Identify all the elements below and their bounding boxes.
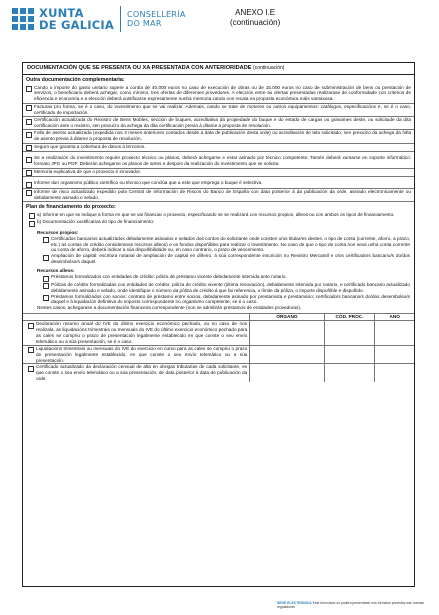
checkbox[interactable] bbox=[26, 119, 32, 125]
dept-line1: CONSELLERÍA bbox=[126, 9, 186, 19]
xunta-logo bbox=[12, 6, 186, 32]
organ-cell[interactable] bbox=[250, 345, 324, 364]
checkbox[interactable] bbox=[43, 276, 49, 282]
checkbox[interactable] bbox=[26, 132, 32, 138]
dept-line2: DO MAR bbox=[126, 19, 162, 28]
checkbox[interactable] bbox=[43, 295, 49, 301]
own-item: Certificados bancarios actualizados debidamente asinados e selados dos contos do solicitante onde consten o/os titular/es destes, o tipo de conta (corrente, aforro, a prazo, etc.) as contas de crédito consideranse recursos alleos) e os fondos dispoñibles para realizar o investimento. No caso de que o tipo de conta non sexa unha conta corrente ou conta de aforro, deberá indicar a súa dispoñibilidade ou, en caso contrario, o prazo de vencemento. bbox=[27, 236, 410, 254]
col-header-organ: ÓRGANO bbox=[250, 314, 324, 321]
own-resources-label: Recursos propios: bbox=[37, 229, 79, 235]
foreign-item: Pólizas de crédito formalizadas con entidades de crédito: póliza de crédito vixente (última renovación), debidamente intervida por notario, e certificado bancario actualizado debidamente asinado e selado, onde identifique o número da póliza de crédito á que fai referencia, o límite da póliza, o importe dispoñible e dispoñido. bbox=[27, 282, 410, 294]
foreign-item: Préstamos formalizados con socios: contrato de préstamo entre socios, debidamente asinado por prestamista e prestamario; certificado/s bancario/s do/dos desembolso/s daquel e á liquidación definitiva do imposto correspondente no organismo competente, se é o caso. bbox=[27, 294, 410, 306]
col-header-proc-code: CÓD. PROC. bbox=[324, 314, 375, 321]
checkbox[interactable] bbox=[43, 283, 49, 289]
proc-code-cell[interactable] bbox=[324, 321, 375, 346]
annex-heading bbox=[230, 8, 280, 28]
footer-brand: SEDE ELECTRÓNICA bbox=[277, 601, 312, 605]
plan-a-row: a) Informe en que se indique a forma en que se vai financiar o proxecto, especificando se se realizará con recursos propios, alleos ou con ambos os tipos de financiamento. bbox=[27, 212, 410, 220]
organ-cell[interactable] bbox=[250, 321, 324, 346]
checkbox[interactable] bbox=[43, 237, 49, 243]
checkbox[interactable] bbox=[26, 157, 32, 163]
proc-code-cell[interactable] bbox=[324, 364, 375, 382]
foreign-item: Préstamos formalizados con entidades de crédito: póliza de préstamo vixente debidamente intervida ante notario. bbox=[27, 274, 410, 282]
checkbox[interactable] bbox=[26, 145, 32, 151]
foreign-resources-label: Recursos alleos: bbox=[37, 268, 75, 274]
checkbox[interactable] bbox=[26, 105, 32, 111]
foreign-note: Nestes casos, achegarase a documentación financeira correspondente (non se admitirán préstamos de entidades provedoras). bbox=[37, 305, 302, 311]
checkbox[interactable] bbox=[28, 347, 34, 353]
previously-submitted-table bbox=[23, 313, 414, 382]
year-cell[interactable] bbox=[375, 364, 414, 382]
page-header bbox=[8, 6, 431, 46]
documentation-form bbox=[22, 62, 415, 587]
doc-row-registry-cert: Certificación actualizada do Rexistro de Bens Mobles, sección de buques, acreditativa da propiedade do buque e do estado de cargas ou gravames deste, ou solicitude da dita certificación ante o rexistro, sen prexuízo da achega da dita certificación previa á ditame a proposta de resolución. bbox=[23, 117, 414, 130]
logo-line1: XUNTA bbox=[39, 6, 84, 20]
doc-row-offers: Cando o importe do gasto unitario supere a contía de 40.000 euros no caso de execución de obras ou de 15.000 euros no caso de subministración de bens ou prestación de servizos, o beneficiario deberá achegar, como mínimo, tres ofertas de diferentes provedores. A elección entre as ofertas presentadas realizarase de conformidade con criterios de eficiencia e economía e a elección deberá xustificarse expresamente nunha memoria cando non recaia na proposta económica máis vantaxosa. bbox=[23, 85, 414, 104]
proc-code-cell[interactable] bbox=[324, 345, 375, 364]
financing-plan bbox=[23, 212, 414, 312]
checkbox[interactable] bbox=[28, 366, 34, 372]
checkbox[interactable] bbox=[29, 213, 35, 219]
table-row: Liquidacións trimestrais ou mensuais do IVE do exercicio en curso para as cales se cumpriu o prazo de presentación legalmente establecido, en que conste o seu envío telemático ou a súa presentación. bbox=[23, 345, 414, 364]
plan-header: Plan de financiamento do proxecto: bbox=[26, 204, 116, 211]
other-docs-header: Outra documentación complementaria: bbox=[26, 77, 125, 83]
page-footer bbox=[277, 601, 427, 609]
annex-subtitle: (continuación) bbox=[230, 18, 281, 27]
own-item: Ampliación de capital: escritura notarial de ampliación de capital en diñeiro, á súa correspondente inscrición no Rexistro Mercantil e o/os certificado/s bancario/s do/dos desembolso/s daquel. bbox=[27, 253, 410, 265]
xunta-emblem-icon bbox=[12, 8, 34, 30]
table-row: Certificado actualizado da declaración censual de alta en obrigas tributarias de cada solicitante, en que conste o seu envío telemático ou a súa presentación, de data posterior á data de publicación da orde. bbox=[23, 364, 414, 382]
checkbox[interactable] bbox=[26, 86, 32, 92]
doc-row-scientific-report: Informe dun organismo público científico ou técnico que conclúa que a este que emprega o buque é selectiva. bbox=[23, 180, 414, 189]
checkbox[interactable] bbox=[29, 221, 35, 227]
doc-row-innovation-memory: Memoria explicativa de que o proxecto é innovador. bbox=[23, 169, 414, 178]
organ-cell[interactable] bbox=[250, 364, 324, 382]
doc-row-insurance: Seguro que garanta a cobertura de danos a terceiros. bbox=[23, 144, 414, 153]
plan-b-row: b) Documentación xustificativa do tipo de financiamento: bbox=[27, 219, 410, 227]
year-cell[interactable] bbox=[375, 321, 414, 346]
checkbox[interactable] bbox=[26, 182, 32, 188]
doc-row-risk-report: Informe de risco actualizado expedido pola Central de Información de Riscos do Banco de España con data posterior á da publicación da orde, asinado electronicamente ou debidamente asinado e selado. bbox=[23, 189, 414, 202]
doc-row-invoices: Facturas pro forma, se é o caso, do investimento que se vai realizar. Ademais, cando se trate de motores ou outros equipamentos: catálogos, especificacións e, se é o caso, certificado de importación. bbox=[23, 104, 414, 117]
checkbox[interactable] bbox=[43, 255, 49, 261]
annex-title: ANEXO I.E bbox=[235, 8, 276, 17]
checkbox[interactable] bbox=[26, 170, 32, 176]
year-cell[interactable] bbox=[375, 345, 414, 364]
col-header-year: ANO bbox=[375, 314, 414, 321]
logo-line2: DE GALICIA bbox=[39, 18, 114, 32]
doc-row-seat-sheet: Folla de asento actualizada (expedida nos 3 meses anteriores contados desde a data de publicación desta orde) ou acreditación de tela solicitado, sen prexuízo da achega da folla de asento previa á ditame a proposta de resolución. bbox=[23, 130, 414, 143]
table-row: Declaración resumo anual do IVE do último exercicio económico pechado, ou no caso de non realizala, as liquidacións trimestrais ou mensuais do IVE do último exercicio económico pechado para as cales se cumpriu o prazo de presentación legalmente establecido en que conste o seu envío telemático ou a súa presentación, se é o caso. bbox=[23, 321, 414, 346]
checkbox[interactable] bbox=[26, 190, 32, 196]
form-title: DOCUMENTACIÓN QUE SE PRESENTA OU XA PRESENTADA CON ANTERIORIDADE (continuación) bbox=[23, 63, 414, 75]
doc-row-technical-project: Se a realización do investimento require proxecto técnico ou planos, deberá achegarse e estar asinado por técnico competente. Tamén deberá xuntarse en soporte informático: formato JPG ou PDF. Deberán achegarse os planos de antes e despois da realización do investimento que se solicita. bbox=[23, 155, 414, 168]
checkbox[interactable] bbox=[28, 323, 34, 329]
footer-note: Este formulario só poderá presentarse nos formatos previstos nas normas reguladoras bbox=[277, 601, 425, 610]
table-header-row bbox=[23, 314, 414, 321]
